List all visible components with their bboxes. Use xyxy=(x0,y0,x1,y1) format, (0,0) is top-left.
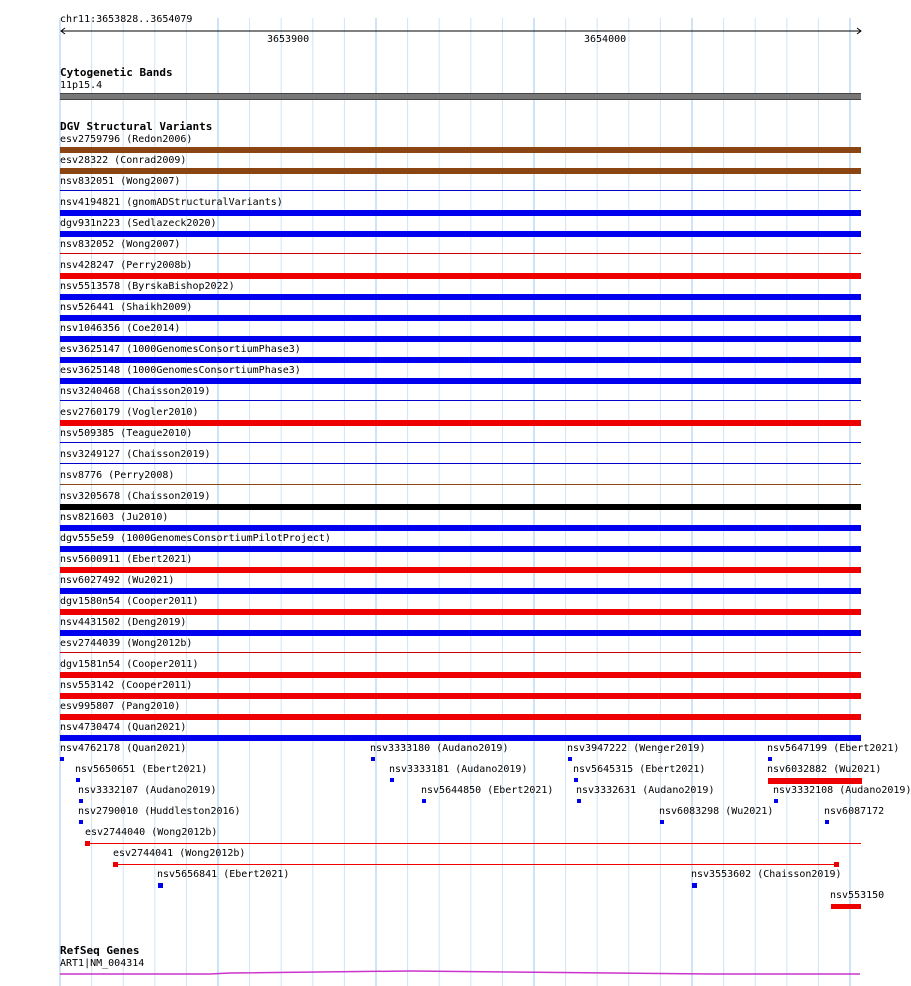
dgv-feature-bar[interactable] xyxy=(60,357,861,363)
dgv-small-feature-mark[interactable] xyxy=(79,799,83,803)
dgv-feature-label: nsv3240468 (Chaisson2019) xyxy=(60,386,211,397)
dgv-small-feature-mark[interactable] xyxy=(390,778,394,782)
dgv-feature-label: dgv1580n54 (Cooper2011) xyxy=(60,596,199,607)
dgv-feature-label: nsv6027492 (Wu2021) xyxy=(60,575,175,586)
dgv-feature-label: dgv555e59 (1000GenomesConsortiumPilotProject) xyxy=(60,533,331,544)
dgv-small-feature-mark[interactable] xyxy=(60,757,64,761)
dgv-feature-connector[interactable] xyxy=(90,843,861,844)
dgv-small-feature-label: nsv3332108 (Audano2019) xyxy=(773,785,911,796)
dgv-small-feature-mark[interactable] xyxy=(660,820,664,824)
dgv-feature-bar[interactable] xyxy=(60,253,861,254)
cytoband-track-title: Cytogenetic Bands xyxy=(60,66,173,79)
dgv-small-feature-label: nsv5656841 (Ebert2021) xyxy=(157,869,290,880)
dgv-small-feature-label: nsv4762178 (Quan2021) xyxy=(60,743,187,754)
dgv-feature-bar[interactable] xyxy=(60,190,861,191)
dgv-small-feature-mark[interactable] xyxy=(768,778,862,784)
dgv-feature-bar[interactable] xyxy=(60,400,861,401)
dgv-small-feature-label: esv2744040 (Wong2012b) xyxy=(85,827,218,838)
ruler-tick-label: 3653900 xyxy=(267,34,310,45)
cytoband-bar[interactable] xyxy=(60,93,861,100)
dgv-feature-bar[interactable] xyxy=(60,442,861,443)
dgv-small-feature-label: nsv6032882 (Wu2021) xyxy=(767,764,882,775)
dgv-feature-label: nsv5513578 (ByrskaBishop2022) xyxy=(60,281,235,292)
dgv-feature-label: nsv3205678 (Chaisson2019) xyxy=(60,491,211,502)
dgv-feature-bar[interactable] xyxy=(60,168,861,174)
dgv-small-feature-label: nsv3333181 (Audano2019) xyxy=(389,764,528,775)
dgv-small-feature-label: nsv2790010 (Huddleston2016) xyxy=(78,806,241,817)
dgv-feature-label: nsv4431502 (Deng2019) xyxy=(60,617,187,628)
dgv-feature-label: nsv5600911 (Ebert2021) xyxy=(60,554,193,565)
dgv-feature-label: esv2759796 (Redon2006) xyxy=(60,134,193,145)
dgv-feature-label: esv28322 (Conrad2009) xyxy=(60,155,187,166)
dgv-small-feature-mark[interactable] xyxy=(422,799,426,803)
dgv-small-feature-mark[interactable] xyxy=(158,883,163,888)
dgv-feature-bar[interactable] xyxy=(60,378,861,384)
dgv-feature-bar[interactable] xyxy=(60,609,861,615)
dgv-feature-bar[interactable] xyxy=(60,315,861,321)
dgv-feature-bar[interactable] xyxy=(60,735,861,741)
dgv-feature-bar[interactable] xyxy=(60,672,861,678)
dgv-feature-bar[interactable] xyxy=(60,525,861,531)
dgv-small-feature-label: nsv5644850 (Ebert2021) xyxy=(421,785,554,796)
dgv-feature-bar[interactable] xyxy=(60,147,861,153)
dgv-small-feature-label: nsv5645315 (Ebert2021) xyxy=(573,764,706,775)
dgv-feature-bar[interactable] xyxy=(60,588,861,594)
ruler-scale[interactable] xyxy=(0,24,890,46)
dgv-feature-connector[interactable] xyxy=(118,864,834,865)
dgv-small-feature-mark[interactable] xyxy=(774,799,778,803)
dgv-feature-label: esv3625148 (1000GenomesConsortiumPhase3) xyxy=(60,365,301,376)
dgv-feature-label: nsv553142 (Cooper2011) xyxy=(60,680,193,691)
dgv-feature-bar[interactable] xyxy=(60,630,861,636)
dgv-feature-label: nsv1046356 (Coe2014) xyxy=(60,323,181,334)
dgv-small-feature-mark[interactable] xyxy=(76,778,80,782)
dgv-feature-label: esv2744039 (Wong2012b) xyxy=(60,638,193,649)
dgv-feature-label: nsv4194821 (gnomADStructuralVariants) xyxy=(60,197,283,208)
dgv-small-feature-mark[interactable] xyxy=(568,757,572,761)
refseq-track-title: RefSeq Genes xyxy=(60,944,140,957)
dgv-small-feature-mark[interactable] xyxy=(574,778,578,782)
dgv-feature-label: nsv3249127 (Chaisson2019) xyxy=(60,449,211,460)
dgv-small-feature-label: nsv3332631 (Audano2019) xyxy=(576,785,715,796)
dgv-feature-bar[interactable] xyxy=(60,546,861,552)
dgv-feature-bar[interactable] xyxy=(60,714,861,720)
dgv-feature-label: nsv428247 (Perry2008b) xyxy=(60,260,193,271)
dgv-feature-end-block[interactable] xyxy=(834,862,839,867)
dgv-feature-bar[interactable] xyxy=(60,652,861,653)
dgv-feature-label: nsv8776 (Perry2008) xyxy=(60,470,175,481)
cytoband-label: 11p15.4 xyxy=(60,80,103,91)
dgv-feature-bar[interactable] xyxy=(60,484,861,485)
refseq-gene-feature[interactable] xyxy=(0,966,890,978)
dgv-small-feature-label: nsv3553602 (Chaisson2019) xyxy=(691,869,842,880)
dgv-small-feature-label: nsv6087172 xyxy=(824,806,885,817)
dgv-feature-label: nsv509385 (Teague2010) xyxy=(60,428,193,439)
dgv-small-feature-mark[interactable] xyxy=(692,883,697,888)
dgv-small-feature-mark[interactable] xyxy=(577,799,581,803)
dgv-small-feature-mark[interactable] xyxy=(825,820,829,824)
dgv-feature-bar[interactable] xyxy=(60,463,861,464)
dgv-small-feature-mark[interactable] xyxy=(79,820,83,824)
dgv-track-title: DGV Structural Variants xyxy=(60,120,213,133)
dgv-feature-label: nsv4730474 (Quan2021) xyxy=(60,722,187,733)
dgv-small-feature-label: nsv5650651 (Ebert2021) xyxy=(75,764,208,775)
dgv-feature-bar[interactable] xyxy=(60,420,861,426)
dgv-feature-label: dgv1581n54 (Cooper2011) xyxy=(60,659,199,670)
dgv-feature-label: nsv821603 (Ju2010) xyxy=(60,512,169,523)
dgv-feature-bar[interactable] xyxy=(60,273,861,279)
dgv-small-feature-label: esv2744041 (Wong2012b) xyxy=(113,848,246,859)
dgv-feature-label: esv995807 (Pang2010) xyxy=(60,701,181,712)
dgv-feature-label: dgv931n223 (Sedlazeck2020) xyxy=(60,218,217,229)
refseq-gene-label: ART1|NM_004314 xyxy=(60,958,145,969)
dgv-feature-bar[interactable] xyxy=(60,294,861,300)
dgv-feature-label: nsv832052 (Wong2007) xyxy=(60,239,181,250)
ruler-tick-label: 3654000 xyxy=(584,34,627,45)
dgv-feature-label: esv2760179 (Vogler2010) xyxy=(60,407,199,418)
dgv-feature-bar[interactable] xyxy=(60,210,861,216)
dgv-feature-label: nsv526441 (Shaikh2009) xyxy=(60,302,193,313)
dgv-small-feature-label: nsv3947222 (Wenger2019) xyxy=(567,743,706,754)
dgv-small-feature-label: nsv5647199 (Ebert2021) xyxy=(767,743,900,754)
dgv-small-feature-label: nsv6083298 (Wu2021) xyxy=(659,806,774,817)
dgv-feature-bar[interactable] xyxy=(60,504,861,510)
dgv-small-feature-label: nsv3332107 (Audano2019) xyxy=(78,785,217,796)
dgv-small-feature-mark[interactable] xyxy=(831,904,861,909)
dgv-feature-label: esv3625147 (1000GenomesConsortiumPhase3) xyxy=(60,344,301,355)
dgv-small-feature-label: nsv553150 xyxy=(830,890,885,901)
position-label: chr11:3653828..3654079 xyxy=(60,14,193,25)
dgv-small-feature-label: nsv3333180 (Audano2019) xyxy=(370,743,509,754)
dgv-feature-bar[interactable] xyxy=(60,567,861,573)
dgv-feature-bar[interactable] xyxy=(60,231,861,237)
dgv-feature-bar[interactable] xyxy=(60,336,861,342)
dgv-small-feature-mark[interactable] xyxy=(768,757,772,761)
dgv-feature-bar[interactable] xyxy=(60,693,861,699)
dgv-feature-label: nsv832051 (Wong2007) xyxy=(60,176,181,187)
dgv-small-feature-mark[interactable] xyxy=(371,757,375,761)
